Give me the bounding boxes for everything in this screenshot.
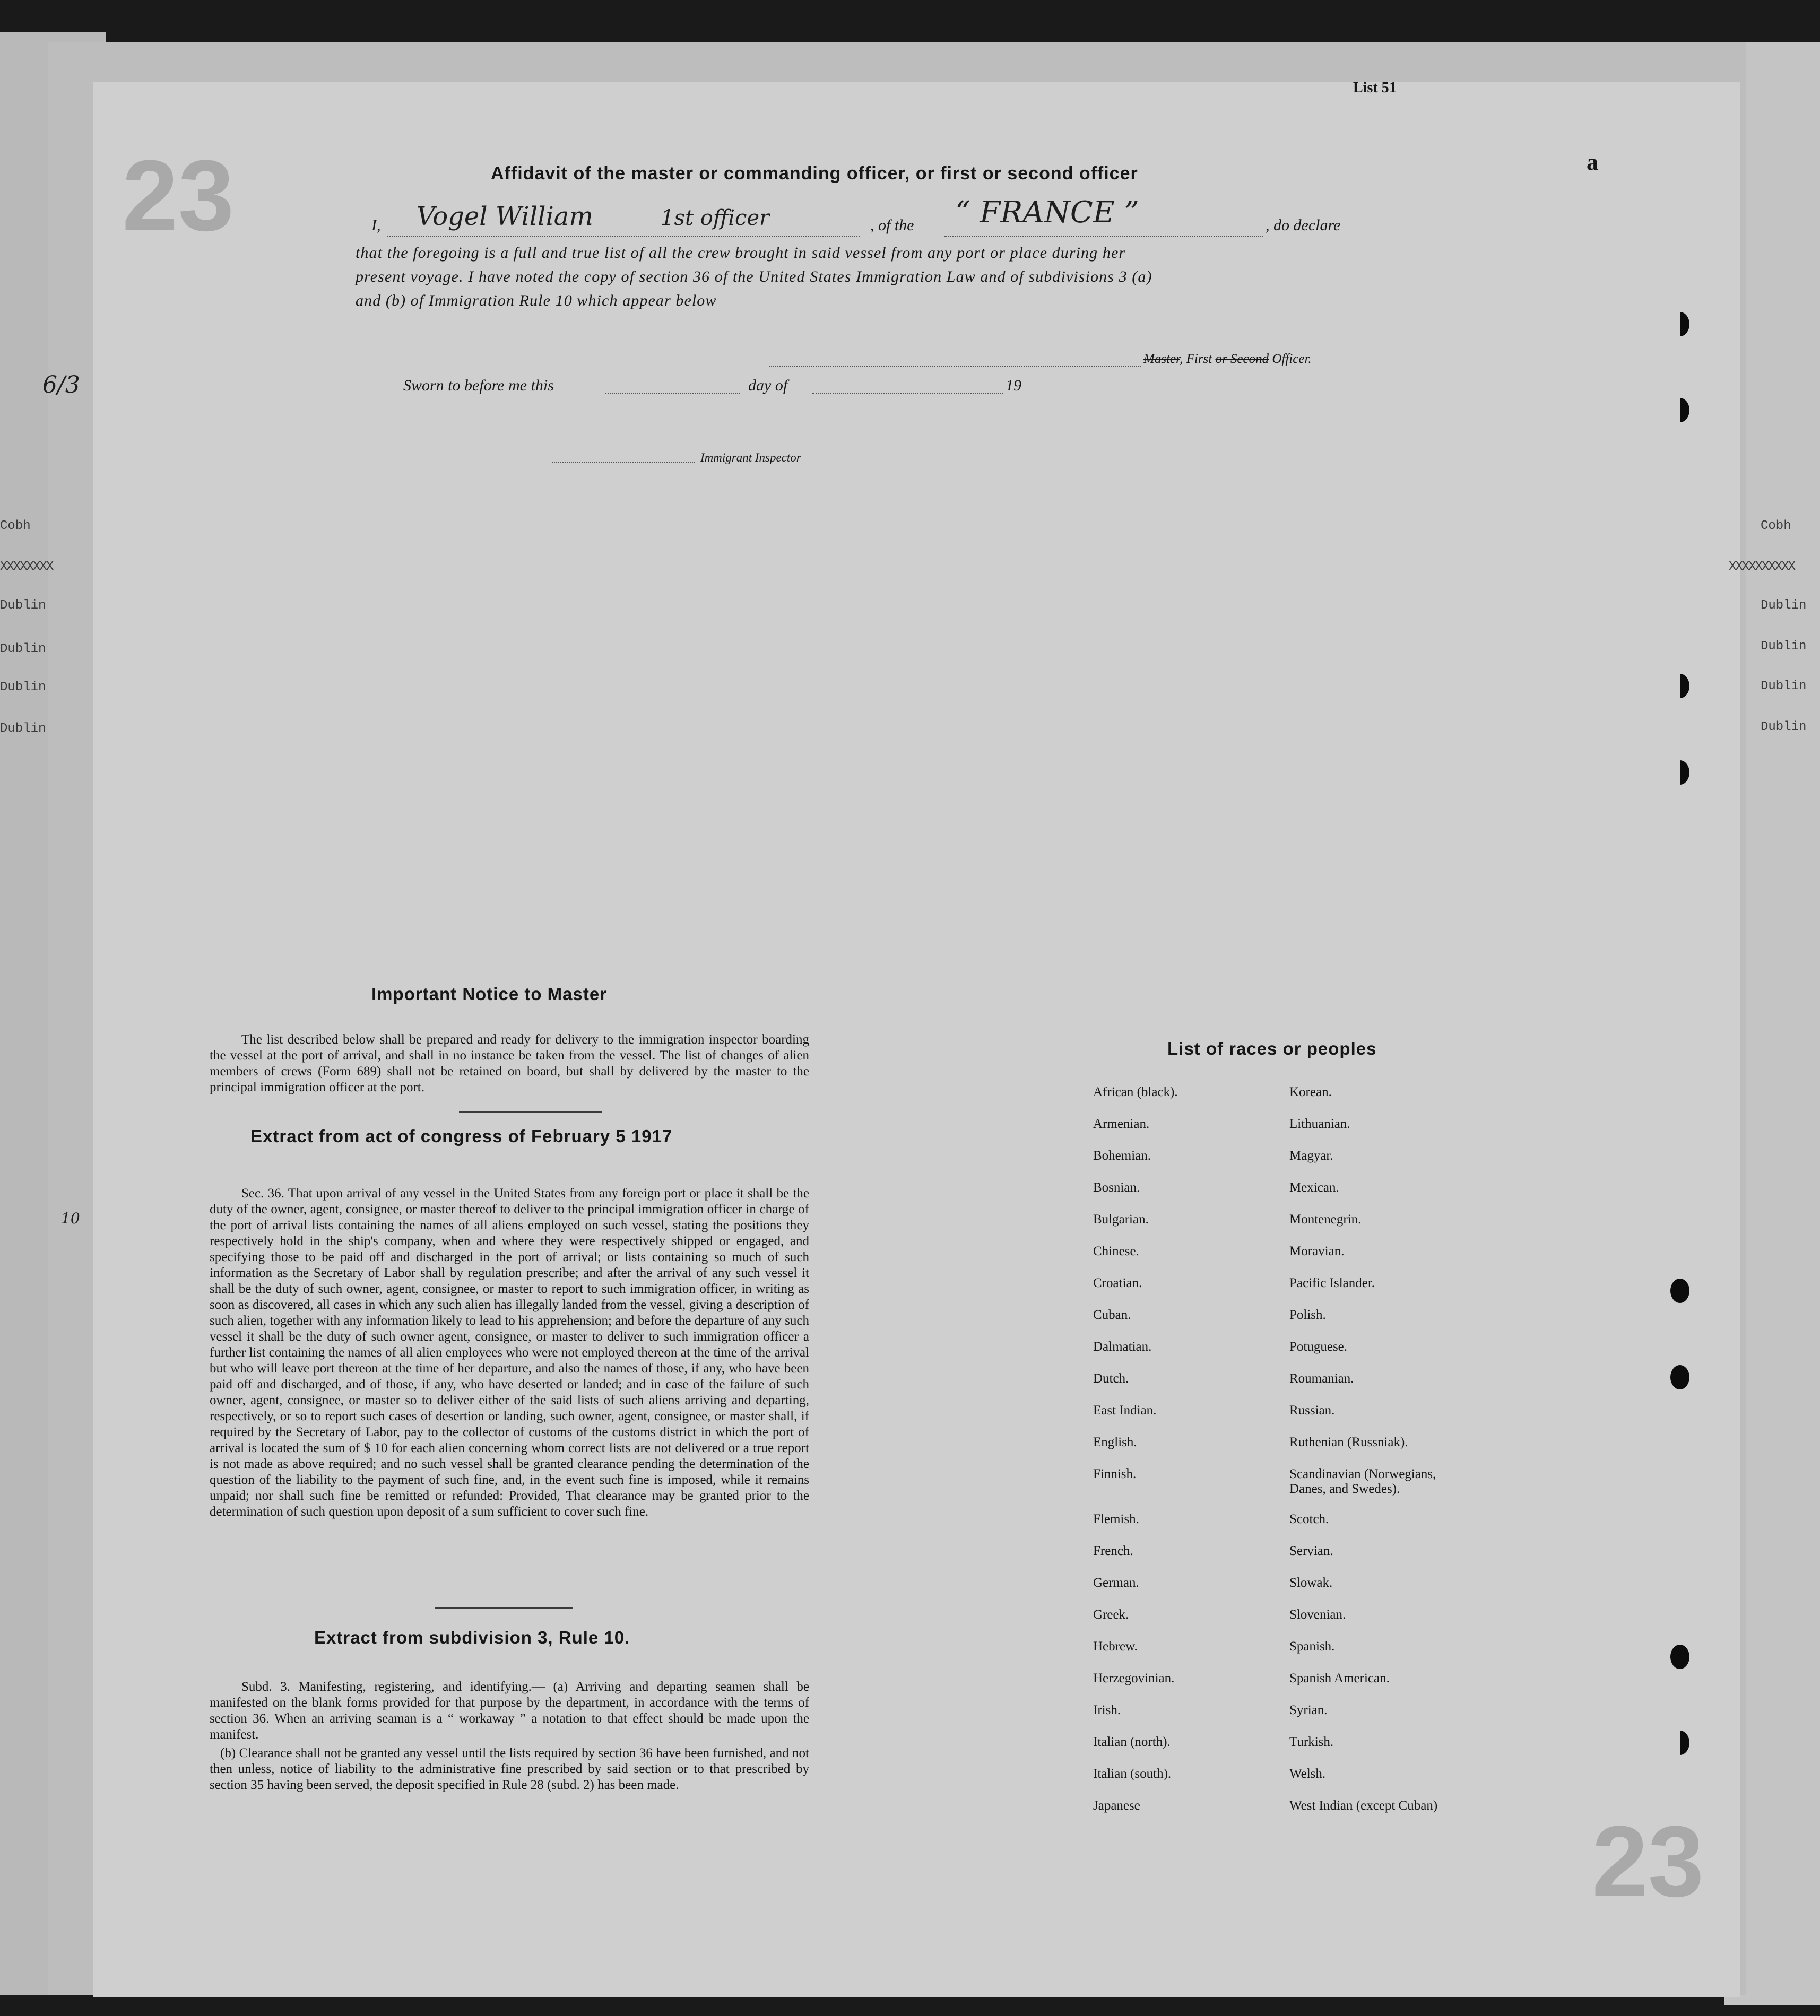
- corner-mark: a: [1587, 149, 1598, 175]
- race-item: Bulgarian.: [1093, 1212, 1149, 1227]
- race-item: Croatian.: [1093, 1276, 1142, 1290]
- do-declare-label: , do declare: [1266, 216, 1341, 234]
- list-number: List 51: [1353, 80, 1397, 96]
- officer-suffix: Officer.: [1269, 352, 1312, 366]
- sworn-month-line: [812, 393, 1003, 394]
- left-margin-number: 10: [61, 1210, 80, 1227]
- left-margin-port: Dublin: [0, 642, 46, 656]
- race-item: German.: [1093, 1576, 1139, 1590]
- left-margin-port: Dublin: [0, 722, 46, 736]
- day-of-label: day of: [748, 377, 788, 394]
- officer-signature-line: [769, 366, 1141, 367]
- race-item: Russian.: [1289, 1403, 1335, 1418]
- officer-first: , First: [1180, 352, 1212, 366]
- race-item: Montenegrin.: [1289, 1212, 1362, 1227]
- race-item: Servian.: [1289, 1544, 1333, 1558]
- race-item: Finnish.: [1093, 1467, 1137, 1481]
- race-item: Moravian.: [1289, 1244, 1345, 1258]
- race-item: Roumanian.: [1289, 1371, 1354, 1386]
- binder-hole: [1670, 1645, 1689, 1669]
- race-item: Turkish.: [1289, 1735, 1334, 1749]
- race-item: Pacific Islander.: [1289, 1276, 1375, 1290]
- race-item: Spanish.: [1289, 1639, 1335, 1654]
- binder-hole: [1670, 312, 1689, 336]
- race-item: Italian (south).: [1093, 1767, 1172, 1781]
- divider-rule: [459, 1111, 602, 1113]
- race-item: Bohemian.: [1093, 1149, 1151, 1163]
- race-item: Syrian.: [1289, 1703, 1328, 1717]
- bleed-through-number: 23: [122, 140, 235, 252]
- left-margin-port: Cobh: [0, 519, 31, 533]
- race-item: Scandinavian (Norwegians, Danes, and Swedes).: [1289, 1467, 1436, 1496]
- affidavit-line-2: that the foregoing is a full and true list of all the crew brought in said vessel from any port or place during her: [356, 244, 1126, 262]
- race-item: Potuguese.: [1289, 1340, 1348, 1354]
- race-item: Ruthenian (Russniak).: [1289, 1435, 1408, 1449]
- race-item: Spanish American.: [1289, 1671, 1390, 1685]
- races-title: List of races or peoples: [1167, 1039, 1377, 1058]
- notice-title: Important Notice to Master: [371, 984, 608, 1004]
- race-item: Bosnian.: [1093, 1180, 1140, 1195]
- left-margin-cancel: XXXXXXXX: [0, 560, 53, 574]
- affidavit-i-label: I,: [371, 216, 381, 234]
- vessel-name: “ FRANCE ”: [955, 195, 1140, 230]
- right-margin-port: Dublin: [1761, 679, 1807, 693]
- binder-hole: [1670, 1279, 1689, 1303]
- race-item: Flemish.: [1093, 1512, 1139, 1526]
- signer-name: Vogel William: [417, 202, 593, 231]
- race-item: Scotch.: [1289, 1512, 1329, 1526]
- race-item: Lithuanian.: [1289, 1117, 1350, 1131]
- rule-extract-para-a: Subd. 3. Manifesting, registering, and identifying.— (a) Arriving and departing seamen shall be manifested on the blank forms provided for that purpose by the department, in accordance with the terms of section 36. When an arriving seaman is a “ workaway ” a notation to that effect should be made upon the manifest.: [210, 1680, 809, 1742]
- left-margin-port: Dublin: [0, 598, 46, 613]
- race-item: French.: [1093, 1544, 1133, 1558]
- notice-body: The list described below shall be prepared and ready for delivery to the immigration inspector boarding the vessel at the port of arrival, and shall in no instance be taken from the vessel. The list of changes of alien members of crews (Form 689) shall not be retained on board, but shall by delivered by the master to the principal immigration officer at the port.: [210, 1032, 809, 1094]
- affidavit-line-3: present voyage. I have noted the copy of section 36 of the United States Immigration Law and of subdivisions 3 (a): [356, 268, 1152, 285]
- affidavit-line-4: and (b) of Immigration Rule 10 which appear below: [356, 292, 717, 309]
- race-item: Slovenian.: [1289, 1607, 1346, 1622]
- binder-hole: [1670, 1365, 1689, 1389]
- race-item: Mexican.: [1289, 1180, 1339, 1195]
- sworn-day-line: [605, 393, 740, 394]
- officer-title: [1143, 352, 1312, 367]
- race-item: Cuban.: [1093, 1308, 1131, 1322]
- race-item: Polish.: [1289, 1308, 1326, 1322]
- race-item: Hebrew.: [1093, 1639, 1138, 1654]
- race-item: Armenian.: [1093, 1117, 1150, 1131]
- race-item: East Indian.: [1093, 1403, 1157, 1418]
- right-margin-port: Dublin: [1761, 598, 1807, 613]
- year-prefix: 19: [1006, 377, 1021, 394]
- race-item: Magyar.: [1289, 1149, 1333, 1163]
- race-item: Welsh.: [1289, 1767, 1326, 1781]
- of-the-label: , of the: [870, 216, 914, 234]
- race-item: Slowak.: [1289, 1576, 1333, 1590]
- signer-rank: 1st officer: [661, 206, 770, 230]
- act-extract-title: Extract from act of congress of February 5 1917: [250, 1126, 673, 1146]
- race-item: Italian (north).: [1093, 1735, 1171, 1749]
- officer-struck-master: Master: [1143, 352, 1180, 366]
- race-item: Herzegovinian.: [1093, 1671, 1175, 1685]
- binder-hole: [1670, 1731, 1689, 1755]
- race-item: West Indian (except Cuban): [1289, 1798, 1438, 1813]
- rule-extract-title: Extract from subdivision 3, Rule 10.: [314, 1628, 630, 1647]
- left-margin-port: Dublin: [0, 680, 46, 694]
- divider-rule: [435, 1607, 573, 1609]
- sworn-label: Sworn to before me this: [403, 377, 554, 394]
- race-item: Irish.: [1093, 1703, 1121, 1717]
- inspector-label: Immigrant Inspector: [700, 451, 801, 464]
- race-item: African (black).: [1093, 1085, 1178, 1099]
- race-item: Chinese.: [1093, 1244, 1139, 1258]
- signer-blank-line: [387, 236, 860, 237]
- left-margin-note: 6/3: [42, 371, 80, 398]
- act-extract-body: Sec. 36. That upon arrival of any vessel in the United States from any foreign port or place it shall be the duty of the owner, agent, consignee, or master thereof to deliver to the principal immigration officer in charge of the port of arrival lists containing the names of all aliens employed on such vessel, stating the positions they respectively hold in the ship's company, when and where they were respectively shipped or engaged, and specifying those to be paid off and discharged in the port of arrival; or lists containing so much of such information as the Secretary of Labor shall by regulation prescribe; and after the arrival of any such vessel it shall be the duty of such owner, agent, consignee, or master to report to such immigration officer, in writing as soon as discovered, all cases in which any such alien has illegally landed from the vessel, giving a description of such alien, together with any information likely to lead to his apprehension; and before the departure of any such vessel it shall be the duty of such owner agent, consignee, or master to deliver to such immigration officer a further list containing the names of all alien employees who were not employed thereon at the time of the arrival but who will leave port thereon at the time of her departure, and also the names of those, if any, who have been paid off and discharged, and of those, if any, who have deserted or landed; and in case of the failure of such owner, agent, consignee, or master so to deliver either of the said lists of such aliens arriving and departing, respectively, or so to report such cases of desertion or landing, such owner, agent, consignee, or master shall, if required by the Secretary of Labor, pay to the collector of customs of the customs district in which the port of arrival is located the sum of $ 10 for each alien concerning whom correct lists are not delivered or a true report is not made as above required; and no such vessel shall be granted clearance pending the determination of the question of the liability to the payment of such fine, and, in the event such fine is imposed, while it remains unpaid; nor shall such fine be remitted or refunded: Provided, That clearance may be granted prior to the determination of such question upon deposit of a sum sufficient to cover such fine.: [210, 1186, 809, 1519]
- affidavit-title: Affidavit of the master or commanding officer, or first or second officer: [491, 163, 1138, 184]
- officer-struck-second: or Second: [1215, 352, 1269, 366]
- race-item: Dutch.: [1093, 1371, 1129, 1386]
- right-margin-port: Cobh: [1761, 519, 1791, 533]
- right-margin-port: Dublin: [1761, 639, 1807, 654]
- race-item: Greek.: [1093, 1607, 1129, 1622]
- binder-hole: [1670, 760, 1689, 785]
- race-item: English.: [1093, 1435, 1137, 1449]
- vessel-blank-line: [944, 236, 1263, 237]
- race-item: Dalmatian.: [1093, 1340, 1152, 1354]
- bleed-through-number-bottom: 23: [1592, 1805, 1704, 1918]
- rule-extract-para-b: (b) Clearance shall not be granted any vessel until the lists required by section 36 have been furnished, and not then unless, notice of liability to the administrative fine prescribed by said section or to that prescribed by section 35 having been served, the deposit specified in Rule 28 (subd. 2) has been made.: [210, 1746, 809, 1792]
- inspector-signature-line: [552, 462, 695, 463]
- right-margin-cancel: XXXXXXXXXX: [1729, 560, 1795, 574]
- binder-hole: [1670, 674, 1689, 698]
- binder-hole: [1670, 398, 1689, 422]
- right-margin-port: Dublin: [1761, 720, 1807, 734]
- race-item: Korean.: [1289, 1085, 1332, 1099]
- race-item: Japanese: [1093, 1798, 1140, 1813]
